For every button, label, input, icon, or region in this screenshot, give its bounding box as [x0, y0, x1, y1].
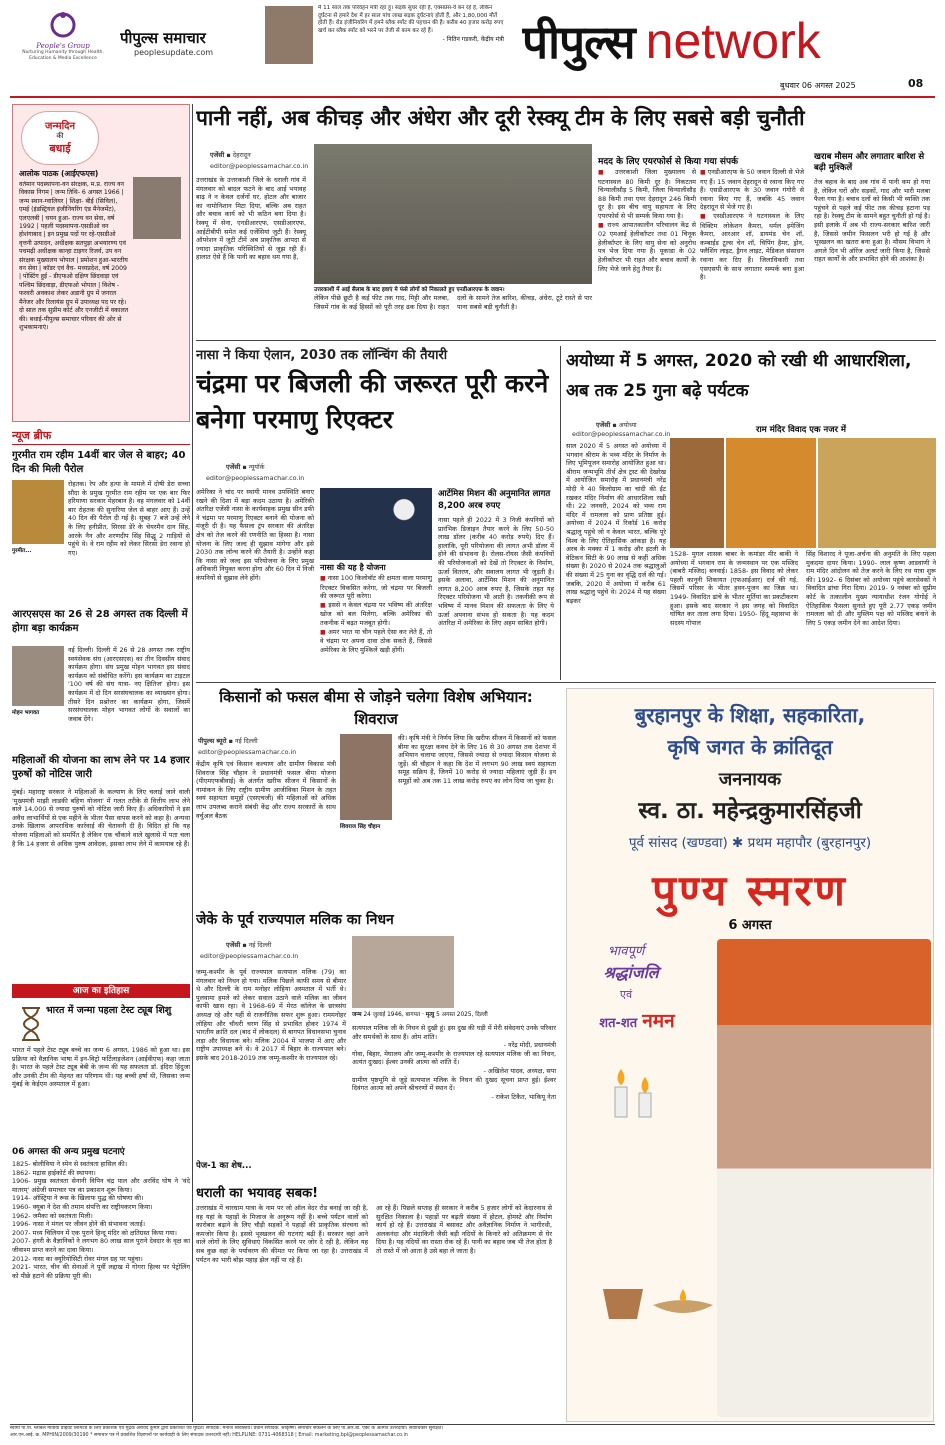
- nasa-story: [196, 346, 556, 680]
- ad-tribute-5: नमन: [642, 1010, 675, 1032]
- obit-byline: [226, 940, 271, 949]
- brief-item-2-caption: मोहन भागवत: [12, 710, 40, 716]
- pin-icon: ▪: [228, 737, 233, 745]
- footer: [10, 1426, 935, 1444]
- quote-author: - नरेंद्र मोदी, प्रधानमंत्री: [503, 1041, 556, 1050]
- birthday-name: आलोक पाठक (आईएफएस): [19, 169, 99, 178]
- lead-email: editor@peoplessamachar.co.in: [210, 162, 309, 170]
- brief-item-2-body: नई दिल्ली। दिल्ली में 26 से 28 अगस्त तक राष्ट्रीय स्वयंसेवक संघ (आरएसएस) का तीन दिवसीय संवाद कार्यक्रम होगा। संघ प्रमुख मोहन भागवत इस संवाद कार्यक्रम को संबोधित करेंगे। इस कार्यक्रम का टाइटल '100 वर्ष की संघ यात्रा- नए क्षितिज' होगा। इस कार्यक्रम में दो दिन सरसंघचालक का व्याख्यान होगा। तीसरे दिन प्रश्नोत्तर का कार्यक्रम होगा, जिसमें सरसंघचालक मोहन भागवत लोगों के सवालों का जवाब देंगे।: [68, 646, 190, 723]
- lead-side-head: मदद के लिए एयरफोर्स से किया गया संपर्क: [598, 157, 739, 167]
- news-brief-title: न्यूज ब्रीफ: [12, 428, 190, 445]
- side-bullet: ■ उत्तरकाशी जिला मुख्यालय से घटनास्थल 80 किमी दूर है। निकटतम चिन्यालीसौड़ 5 किमी, जिला चिन्यालीसौड़ 88 किमी तथा एयर देहरादून 246 किमी दूर है। इस बीच वायु सहायता के लिए एयरफोर्स से भी सम्पर्क किया गया है।: [598, 168, 696, 221]
- bhagwat-photo: [12, 646, 64, 706]
- obituary-story: [196, 910, 556, 1158]
- farmers-body: केंद्रीय कृषि एवं किसान कल्याण और ग्रामीण विकास मंत्री शिवराज सिंह चौहान ने प्रधानमंत्री फसल बीमा योजना (पीएमएफबीवाई) के अंतर्गत खरीफ सीजन में किसानों के नामांकन के लिए राष्ट्रीय ग्रामीण आजीविका मिशन के तहत स्वयं सहायता समूहों (एसएचजी) की महिलाओं को अधिक लाभ उपलब्ध कराने संबंधी केंद्र और राज्य सरकारों के साथ वर्चुअल बैठक: [196, 760, 336, 820]
- brief-item-3-body: मुंबई। महाराष्ट्र सरकार ने महिलाओं के कल्याण के लिए चलाई जाने वाली 'मुख्यमंत्री माझी लाडकी बहिण योजना' में गलत तरीके से वित्तीय लाभ लेने वाले 14,000 से ज्यादा पुरुषों को नोटिस जारी किए हैं। अधिकारियों ने इस अवैध लाभार्थियों से एक महीने के भीतर पैसा वापस करने को कहा है। अन्यथा उनके खिलाफ आपराधिक कार्रवाई की चेतावनी दी है। विदित हो कि यह योजना महिलाओं को समर्पित है लेकिन एक चौंकाने वाले खुलासे में पता चला है कि 14 हजार से अधिक पुरुष आवेदक, इसका लाभ लेने में कामयाब रहे हैं।: [12, 788, 190, 848]
- born-label: जन्म: [352, 1012, 362, 1018]
- mahendra-kumar-portrait: [717, 939, 931, 1417]
- quote-text: मैं 11 साल तक परिवहन मंत्री रहा हूं। सड़कें सुधर रही हैं, एक्सप्रेस-वे बन रहे हैं, लेकिन दुर्घटना से हमारे देश में हर साल पांच लाख सड़क दुर्घटनाएं होती हैं, और 1,80,000 मौतें होती हैं। रोड इंजीनियरिंग में हमने ब्लैक स्पॉट की पहचान की है। करीब 40 हजार करोड़ रुपए खर्च कर ब्लैक स्पॉट को भरने पर तेजी से काम कर रहे हैं।: [318, 5, 504, 34]
- quote-author: - अखिलेश यादव, अध्यक्ष, सपा: [483, 1066, 556, 1075]
- paper-name: पीपुल्स समाचार: [120, 29, 206, 47]
- nasa-headline: चंद्रमा पर बिजली की जरूरत पूरी करने बनेगा परमाणु रिएक्टर: [196, 369, 549, 434]
- farmers-story: [196, 686, 556, 908]
- artemis-head: आर्टेमिस मिशन की अनुमानित लागत 8,200 अरब रुपए: [438, 489, 551, 511]
- history-list: [12, 1160, 190, 1420]
- paper-logo: [120, 28, 260, 68]
- lead-caption: उत्तरकाशी में आई सैलाब के बाद हवाएं मे फंसे लोगों को निकालते हुए एनडीआरएफ के जवान।: [314, 287, 505, 293]
- nasa-body: अमेरिका ने चांद पर स्थायी मानव उपस्थिति बनाए रखने की दिशा में बड़ा कदम उठाया है। अमेरिकी अंतरिक्ष एजेंसी नासा के कार्यवाहक प्रमुख सीन डफी ने चंद्रमा पर परमाणु रिएक्टर बनाने की योजना को मंजूरी दी है। यह फैसला ट्रंप सरकार की अंतरिक्ष क्षेत्र को तेज करने की रणनीति का हिस्सा है। नासा योजना के लिए जल्द ही सुझाव मांगेगा और इसे 2030 तक लॉन्च करने की तैयारी है। उन्होंने कहा कि नासा को जल्द इस परियोजना के लिए प्रमुख अधिकारी नियुक्त करना होगा और 60 दिन में निजी कंपनियों से सुझाव लेने होंगे।: [196, 488, 314, 582]
- brief-item-3-head: महिलाओं की योजना का लाभ लेने पर 14 हजार पुरुषों को नोटिस जारी: [12, 755, 190, 780]
- history-event: 1862- मद्रास हाईकोर्ट की स्थापना।: [12, 1168, 96, 1177]
- quote-author: - नितिन गडकरी, केंद्रीय मंत्री: [442, 36, 504, 44]
- news-brief: [12, 428, 190, 983]
- nasa-kicker: नासा ने किया ऐलान, 2030 तक लॉन्चिंग की तैयारी: [196, 348, 448, 363]
- lead-headline: पानी नहीं, अब कीचड़ और अंधेरा और दूरी रेस्क्यू टीम के लिए सबसे बड़ी चुनौती: [196, 106, 805, 130]
- ad-tribute-1: भावपूर्ण: [607, 944, 645, 959]
- footer-line-2: आर.एन.आई. क्र. MPHIN/2009/30190 * समाचार पत्र में प्रकाशित विज्ञापनों पर कार्यवाही के लिए संपादक उत्तरदायी नहीं। HELPLINE: 0731-4068318 | Email: marketing.bpl@peoplessamachar.co.in: [10, 1432, 408, 1438]
- farmers-byline: [198, 736, 258, 745]
- farmers-agency: पीपुल्स ब्यूरो: [198, 737, 227, 745]
- group-tagline: Nurturing Humanity through Health, Education & Media Excellence: [22, 50, 104, 61]
- weather-head: खराब मौसम और लगातार बारिश से बढ़ी मुश्किलें: [814, 152, 925, 173]
- ayodhya-city: अयोध्या: [618, 421, 637, 429]
- dharali-col-1: उत्तराखंड में चारधाम यात्रा के नाम पर जो ऑल वेदर रोड बनाई जा रही है, वह यहां के पहाड़ों के मिजाज के अनुरूप नहीं है। बच्चे पर्यटन वालों को कारोबार बढ़ाने के लिए चौड़ी सड़कों ने पहाड़ों की प्राकृतिक संरचना को कमजोर किया है। इससे भूस्खलन की घटनाएं बढ़ी हैं। सरकार वहां आने वाले लोगों के लिए सुविधाएं विकसित करने पर जोर दे रही है, लेकिन यह सब कुछ वहां के पर्यावरण की कीमत पर किया जा रहा है। उत्तराखंड में पर्यटन का भारी बोझ पहाड़ झेल नहीं पा रहे हैं।: [196, 1204, 368, 1264]
- artemis-body: नासा पहले ही 2022 में 3 निजी कंपनियों को प्रारंभिक डिजाइन तैयार करने के लिए 50-50 लाख डॉलर (करीब 40 करोड़ रुपये) दिए हैं। हालांकि, पूरी परियोजना की लागत अभी डॉलर में होने की संभावना है। रोलस-रॉयस जैसी कंपनियों की परियोजनाओं को देखें तो रिएक्टर के निर्माण, ऊर्जा वितरण, और सवालय लागत भी जुड़ती है। इसके अलावा, आर्टेमिस मिशन की अनुमानित लागत 8,200 अरब रुपए है, जिसके तहत यह रिएक्टर परियोजना भी आती है। तकनीकी रूप से भविष्य में मानव मिशन की सफलता के लिए ये ऊर्जा अपनाना संभव हो सकता है। यह कदम अंतरिक्ष में अमेरिका के लिए अहम साबित होगी।: [438, 516, 554, 628]
- timeline-left: 1528- मुगल शासक बाबर के कमांडर मीर बाकी ने अयोध्या में भगवान राम के जन्मस्थान पर एक मस्जिद (बाबरी मस्जिद) बनवाई। 1858- इस विवाद को लेकर पहली कानूनी शिकायत (एफआईआर) दर्ज की गई, जिसमें परिसर के भीतर हवन-पूजन का जिक्र था। 1949- विवादित ढांचे के भीतर मूर्तियां का प्रकटीकरण हुआ। इसके बाद सरकार ने इस जगह को विवादित घोषित कर ताला लगा दिया। 1950- हिंदू महासभा के सदस्य गोपाल: [670, 550, 798, 627]
- nasa-box-points: [320, 574, 432, 678]
- lead-story: [196, 104, 936, 340]
- candle-icon: [597, 1061, 677, 1125]
- weather-body: तेज बहाव के बाद अब गांव में पानी कम हो गया है, लेकिन घरों और सड़कों, गाद और भारी मलबा फैला गया है। बचाव दलों को किसी भी व्यक्ति तक पहुंचने से पहले कई फीट तक कीचड़ हटाना पड़ रहा है। रेस्क्यू टीम के सामने बहुत चुनौती हो गई है। इसी इलाके में अब भी राज्य-सरकार बारिश जारी है, जिससे जमीन फिसलन भरी हो गई है और भूस्खलन का खतरा बना हुआ है। मौसम विभाग ने अगले दिन भी ऑरेंज अलर्ट जारी किया है, जिससे राहत कार्यों के और प्रभावित होने की आशंका है।: [814, 178, 930, 264]
- history-body: भारत में पहले टेस्ट ट्यूब बच्चे का जन्म 6 अगस्त, 1986 को हुआ था। इस प्रक्रिया को वैज्ञानिक भाषा में इन-विट्रो फर्टिलाइजेशन (आईवीएफ) कहा जाता है। भारत के पहले टेस्ट ट्यूब बेबी के जन्म की यह सफलता डॉ. इंदिरा हिंदुजा और उनकी टीम की मेहनत का परिणाम थी। यह बच्ची हर्षा थी, जिसका जन्म मुंबई के केईएम अस्पताल में हुआ।: [12, 1046, 190, 1089]
- history-head: भारत में जन्मा पहला टेस्ट ट्यूब शिशु: [46, 1005, 172, 1016]
- diya-icon: [583, 1249, 723, 1333]
- history-title: आज का इतिहास: [12, 984, 190, 998]
- ad-tribute-2: श्रद्धांजलि: [603, 963, 659, 982]
- farmers-body-2: की। कृषि मंत्री ने निर्णय लिया कि खरीफ सीजन में किसानों को फसल बीमा का सुरक्षा कवच देने के लिए 16 से 30 अगस्त तक देशभर में अभियान चलाया जाएगा, जिससे ज्यादा से ज्यादा किसान योजना से जुड़ें। श्री चौहान ने कहा कि देश में लगभग 90 लाख स्वयं सहायता समूह सक्रिय हैं, जिनमें 10 करोड़ से ज्यादा महिलाएं जुड़ी हैं। इन समूहों को अब तक 11 लाख करोड़ रुपए का लोन दिया जा चुका है।: [398, 734, 556, 785]
- brand-block: [522, 10, 934, 80]
- ayodhya-agency: एजेंसी: [596, 421, 611, 429]
- ayodhya-email: editor@peoplessamachar.co.in: [572, 430, 671, 438]
- ad-tribute-line: [567, 1007, 707, 1033]
- dharali-col-2: आ रहे हैं। पिछले सप्ताह ही सरकार ने करीब 5 हजार लोगों को केदारनाथ से सुरक्षित निकाला है। पहाड़ों पर बढ़ती संख्या में होटल, होमस्टे और निर्माण कार्य हो रहे हैं। उत्तराखंड में बसावट और अवैज्ञानिक निर्माण ने भागीरथी, अलकनंदा और मंदाकिनी जैसी बड़ी नदियों के किनारे को अतिक्रमण से घेर दिया है। यह नदियों का रास्ता रोक रहे हैं। पानी का बहाव जब भी तेज होता है तो रास्ते में जो आता है उसे बहा ले जाता है।: [376, 1204, 552, 1255]
- farmers-caption: शिवराज सिंह चौहान: [340, 824, 381, 830]
- date-bar: [780, 80, 920, 94]
- badge-line-1: जन्मदिन: [44, 121, 76, 132]
- footer-line-1: स्वामी पी.पी. ग्लोबल मीडिया प्राइवेट लिमिटेड के लिए प्रकाशक एवं मुद्रक अरविंद कुमार द्वारा प्रकाशित एवं मुद्रित। संपादक: मनोज श्रीवास्तव। प्रधान संपादक: श्रीकृष्ण। समाचार संकलन के लिए पी.आर.बी. एक्ट के अंतर्गत उत्तरदायी। सर्वाधिकार सुरक्षित।: [10, 1426, 444, 1431]
- lead-body: उत्तराखंड के उत्तरकाशी जिले के धराली गांव में मंगलवार को बादल फटने के बाद आई भयावह बाढ़ ने न केवल दर्जनों घर, होटल और बाजार का नामोनिशान मिटा दिया, बल्कि अब राहत और बचाव कार्य को भी कठिन बना दिया है। रेस्क्यू में सेना, एनडीआरएफ, एसडीआरएफ, आईटीबीपी समेत कई एजेंसियां जुटी हैं। रेस्क्यू ऑपरेशन में जुटी टीमें अब प्राकृतिक आपदा से ज्यादा प्राकृतिक परिस्थितियों से जूझ रही हैं। हालात ऐसे हैं कि पानी का बहाव थम गया है,: [196, 176, 306, 262]
- ad-roles: पूर्व सांसद (खण्डवा) ✱ प्रथम महापौर (बुरहानपुर): [628, 835, 872, 851]
- ad-date: 6 अगस्त: [728, 918, 772, 933]
- birthday-text: वर्तमान पदस्थापना-वन संरक्षक, म.प्र. राज्य वन विकास निगम | जन्म तिथि- 6 अगस्त 1966 | जन्म स्थान-ग्वालियर | शिक्षा- बीई (सिविल), एमई (इंडस्ट्रियल इंजीनियरिंग एंड मैनेजमेंट), एलएलबी | चयन हुआ- राज्य वन सेवा, वर्ष 1992 | पहली पदस्थापना-एसडीओ वन होशंगाबाद | इन प्रमुख पदों पर रहे-एसडीओ वृत्तनी उत्पादन, अधीक्षक सतपुड़ा अभयारण्य एवं पचमढ़ी अधीक्षक कान्हा टाइगर रिजर्व, उप वन संरक्षक मुख्यालय भोपाल | प्रमोशन हुआ-भारतीय वन सेवा | कॉडर एवं वैच- मध्यप्रदेश, वर्ष 2009 | पोस्टिंग हुई - डीएफओ दक्षिण छिंदवाड़ा एवं पश्चिम छिंदवाड़ा, डीएफओ भोपाल | विशेष - फरवरी अवकाश लेकर अडानी ग्रुप में जनरल मैनेजर और रिलायंस ग्रुप में उपाध्यक्ष पद पर रहे। दो साल तक सुप्रीम कोर्ट और एनजीटी में वकालत की। बधाई-पीपुल्स समाचार परिवार की ओर से शुभकामनाएं।: [19, 181, 129, 331]
- reactor-photo: [320, 488, 432, 560]
- masthead: [0, 0, 945, 100]
- ayodhya-photo-3: [818, 438, 936, 548]
- ayodhya-body: साल 2020 में 5 अगस्त को अयोध्या में भगवान श्रीराम के भव्य मंदिर के निर्माण के लिए भूमिपूजन समारोह आयोजित हुआ था। श्रीराम जन्मभूमि तीर्थ क्षेत्र ट्रस्ट की देखरेख में आयोजित समारोह में प्रधानमंत्री नरेंद्र मोदी ने 40 किलोग्राम का चांदी की ईंट रखकर मंदिर निर्माण की आधारशिला रखी थी। 22 जनवरी, 2024 को भव्य राम मंदिर में रामलला को प्राण प्रतिष्ठा हुई। अयोध्या में 2024 में रिकॉर्ड 16 करोड़ श्रद्धालु पहुंचे जो न केवल भारत, बल्कि पूरे विश्व के लिए ऐतिहासिक आंकड़ा है। यह अरब के मक्का में 1 करोड़ और इटली के वेटिकन सिटी के 90 लाख से कहीं अधिक संख्या है। 2020 से 2024 तक श्रद्धालुओं की संख्या में 25 गुना का वृद्धि दर्ज की गई। जबकि, 2020 में अयोध्या में करीब 61 लाख श्रद्धालु पहुंचे थे। 2024 में यह संख्या बढ़कर: [566, 442, 666, 605]
- ad-tribute-4: शत-शत: [599, 1016, 638, 1031]
- group-name: People's Group: [36, 42, 90, 50]
- lead-photo: [314, 144, 592, 284]
- farmers-city: नई दिल्ली: [234, 737, 258, 745]
- nasa-byline: [226, 462, 265, 471]
- ram-rahim-photo: [12, 480, 64, 544]
- nasa-agency: एजेंसी: [226, 463, 241, 471]
- brief-item-1-head: गुरमीत राम रहीम 14वीं बार जेल से बाहर; 40 दिन की मिली पैरोल: [12, 450, 186, 475]
- dharali-story: [196, 1160, 556, 1422]
- side-bullet: ■ एसडीआरएफ ने घटनास्थल के लिए विक्टिम लोकेशन कैमरा, थर्मल इमेजिंग कैमरा, आरआर शॉ, डायमंड चेन शॉ, कम्बाईड टूल्स चेन शॉ, चिपिंग हैमर, ड्रोन, फ्लैशिंग लाइट, ड्रैगन लाइट, मेडिकल संसाधन रवाना कर दिए हैं। जिलाधिकारी तथा एसएसपी के साथ लगातार सम्पर्क बना हुआ है।: [700, 212, 804, 282]
- history-event: 1914- ऑस्ट्रिया ने रूस के खिलाफ युद्ध की घोषणा की।: [12, 1194, 144, 1203]
- obit-dates: जन्म 24 जुलाई 1946, बागपत · मृत्यु 5 अगस्त 2025, दिल्ली: [352, 1012, 488, 1018]
- malik-photo: [352, 936, 454, 1008]
- quote-box: [318, 5, 504, 69]
- history-event: 2021- भारत, चीन की सेनाओं ने पूर्वी लद्दाख में गोगरा हिल्स पर पेट्रोलिंग को पीछे हटाने की प्रक्रिया पूरी की।: [12, 1263, 190, 1280]
- farmers-headline: किसानों को फसल बीमा से जोड़ने चलेगा विशेष अभियान: शिवराज: [219, 688, 533, 728]
- obit-email: editor@peoplessamachar.co.in: [200, 952, 299, 960]
- history-event: 2007- हंगरी के वैज्ञानिकों ने लगभग 80 लाख साल पुराने देवदार के वृक्ष का जीवाश्म प्राप्त करने का दावा किया।: [12, 1237, 190, 1254]
- quote-text: सत्यपाल मलिक जी के निधन से दुखी हूं। इस दुख की घड़ी में मेरी संवेदनाएं उनके परिवार और समर्थकों के साथ हैं। ओम शांति।: [352, 1024, 556, 1041]
- lead-side-col-2: [700, 168, 804, 338]
- ayodhya-photo-2: [726, 438, 816, 548]
- lead-body-2: लेकिन पीछे छूटी है कई फीट तक गाद, मिट्टी और मलबा, जिसमें गांव के कई हिस्सों को पूरी तरह ढक दिया है। राहत दलों के सामने तेज बारिश, कीचड़, अंधेरा, टूटे रास्ते से पार पाना सबसे बड़ी चुनौती है।: [314, 294, 592, 311]
- obit-city: नई दिल्ली: [248, 941, 272, 949]
- nasa-city: न्यूयॉर्क: [248, 463, 265, 471]
- birthday-photo: [133, 177, 181, 239]
- brand-english: network: [645, 13, 821, 69]
- history-event: 1962- जमैका को स्वतंत्रता मिली।: [12, 1211, 93, 1220]
- brand-hindi: पीपुल्स: [522, 15, 635, 69]
- pin-icon: ▪: [612, 421, 617, 429]
- brief-item-2-head: आरएसएस का 26 से 28 अगस्त तक दिल्ली में होगा बड़ा कार्यक्रम: [12, 609, 188, 634]
- ad-name: स्व. ठा. महेन्द्रकुमारसिंहजी: [638, 798, 862, 824]
- ad-tribute-3: एवं: [619, 988, 633, 1001]
- issue-date: बुधवार 06 अगस्त 2025: [780, 81, 856, 90]
- obit-headline: जेके के पूर्व राज्यपाल मलिक का निधन: [196, 912, 394, 928]
- nasa-point: ■ इससे न केवल चंद्रमा पर भविष्य की अंतरिक्ष खोज को बल मिलेगा, बल्कि अमेरिका की तकनीक में बढ़त मजबूत होगी।: [320, 601, 432, 628]
- lead-agency: एजेंसी: [210, 151, 225, 159]
- ad-line-2: कृषि जगत के क्रांतिदूत: [667, 735, 833, 759]
- obit-body: जम्मू-कश्मीर के पूर्व राज्यपाल सत्यपाल मलिक (79) का मंगलवार को निधन हो गया। मलिक पिछले काफी समय से बीमार थे और दिल्ली के राम मनोहर लोहिया अस्पताल में भर्ती थे। पुलवामा हमले को लेकर सवाल उठाने वाले मलिक का जीवन काफी खास रहा। वे 1968-69 में मेरठ कॉलेज के छात्रसंघ अध्यक्ष रहे और यहीं से राजनीतिक सफर शुरू हुआ। राममनोहर लोहिया और चौधरी चरण सिंह से प्रभावित होकर 1974 में भारतीय क्रांति दल (बाद में लोकदल) से बागपत विधानसभा चुनाव लड़ा और विधायक बने। मलिक 2004 में भाजपा में आए और राष्ट्रीय उपाध्यक्ष बने थे। वे 2017 में बिहार के राज्यपाल बने। इसके बाद 2018-2019 तक जम्मू-कश्मीर के राज्यपाल रहे।: [196, 968, 346, 1062]
- peoples-group-logo: [22, 12, 104, 84]
- nasa-box-title: नासा की यह है योजना: [320, 563, 386, 572]
- ad-line-1: बुरहानपुर के शिक्षा, सहकारिता,: [634, 703, 866, 727]
- shivraj-photo: [340, 734, 392, 820]
- history-event: 2007- मध्य चिलियन में एक पुराने हिन्दू मंदिर को क्षतिग्रस्त किया गया।: [12, 1228, 177, 1237]
- side-bullet: ■ राज्य आपातकालीन परिचालन केंद्र से 02 एमआई हेलीकॉप्टर तथा 01 चिनूक हेलीकॉप्टर के लिए वायु सेना को अनुरोध पत्र भेज दिया गया है। यूकाडा के 02 हेलीकॉप्टर भी राहत और बचाव कार्यों के लिए भेजे जाने हेतु तैयार हैं।: [598, 221, 696, 274]
- dharali-headline: धराली का भयावह सबक!: [196, 1186, 319, 1201]
- history-event: 1906- प्रमुख स्वतंत्रता सेनानी विपिन चंद्र पाल और अरविंद घोष ने 'वंदे मातरम्' अंग्रेजी समाचार पत्र का प्रकाशन शुरू किया।: [12, 1177, 190, 1194]
- brief-item-1-body: रोहतक। रेप और हत्या के मामले में दोषी डेरा सच्चा सौदा के प्रमुख गुरमीत राम रहीम पर एक बार फिर हरियाणा सरकार मेहरबान है। वह मंगलवार को 14वीं बार रोहतक की सुनारिया जेल से बाहर आए हैं। उन्हें 40 दिन की पैरोल दी गई है। सुबह 7 बजे उन्हें लेने के लिए हनीप्रीत, सिरसा डेरे के चेयरमैन दान सिंह, आरके नैन और शरणदीप सिंह सिद्धू 2 गाड़ियों से पहुंचे थे। वे राम रहीम को लेकर सिरसा डेरा रवाना हो गए।: [68, 480, 190, 557]
- pin-icon: ▪: [242, 941, 247, 949]
- birthday-box: [12, 104, 190, 422]
- timeline-right: सिंह विशारद ने पूजा-अर्चना की अनुमति के लिए पहला मुकदमा दायर किया। 1990- लाल कृष्ण आडवाणी ने राम मंदिर आंदोलन को तेज करने के लिए रथ यात्रा शुरू की। 1992- 6 दिसंबर को अयोध्या पहुंचे कारसेवकों ने विवादित ढांचा गिरा दिया। 2019- 9 नवंबर को सुप्रीम कोर्ट के तत्कालीन मुख्य न्यायाधीश रंजन गोगोई ने ऐतिहासिक फैसला सुनाते हुए पूरी 2.77 एकड़ जमीन रामलला को दी और मुस्लिम पक्ष को मस्जिद बनाने के लिए 5 एकड़ जमीन देने का आदेश दिया।: [806, 550, 936, 627]
- badge-line-3: बधाई: [49, 142, 71, 155]
- quote-author: - राकेश टिकैत, भाकियू नेता: [491, 1092, 556, 1101]
- obit-quotes: [352, 1024, 556, 1156]
- quote-text: ग्रामीण पृष्ठभूमि से जुड़े सत्यपाल मलिक के निधन की दुखद सूचना प्राप्त हुई। ईश्वर दिवंगत आत्मा को अपने श्रीचरणों में स्थान दें।: [352, 1075, 556, 1093]
- ad-event: पुण्य स्मरण: [652, 866, 848, 915]
- hourglass-icon: [20, 1006, 42, 1042]
- pin-icon: ▪: [226, 151, 231, 159]
- died-label: मृत्यु: [425, 1012, 435, 1018]
- brief-item-1-caption: गुरमीत...: [12, 548, 32, 554]
- tribute-ad: [566, 688, 934, 1422]
- obit-agency: एजेंसी: [226, 941, 241, 949]
- history-event: 2012- नासा का क्यूरियोसिटी रोवर मंगल ग्रह पर पहुंचा।: [12, 1254, 143, 1263]
- ayodhya-story: [566, 346, 936, 680]
- nasa-point: ■ नासा 100 किलोवॉट की क्षमता वाला परमाणु रिएक्टर विकसित करेगा, जो चंद्रमा पर बिजली की जरूरत पूरी करेगा।: [320, 574, 432, 601]
- badge-line-2: की: [56, 132, 64, 140]
- ayodhya-byline: [596, 420, 637, 429]
- gadkari-photo: [265, 6, 313, 64]
- ayodhya-headline: अयोध्या में 5 अगस्त, 2020 को रखी थी आधारशिला, अब तक 25 गुना बढ़े पर्यटक: [566, 351, 912, 401]
- side-bullet: ■ एनडीआरएफ के 50 जवान दिल्ली से भेजे गए हैं। 15 जवान देहरादून से रवाना किए गए हैं। एसडीआरएफ के 30 जवान गंगोरी से रवाना किए गए हैं, जबकि 45 जवान देहरादून से भेजे गए हैं।: [700, 168, 804, 212]
- lead-side-col-1: [598, 168, 696, 338]
- history-event: 1825- बोलीविया ने स्पेन से स्वतंत्रता हासिल की।: [12, 1160, 128, 1168]
- history-section: [12, 984, 190, 1422]
- lead-city: देहरादून: [232, 151, 251, 159]
- born-date: 24 जुलाई 1946, बागपत: [363, 1012, 421, 1018]
- pin-icon: ▪: [242, 463, 247, 471]
- website: peoplesupdate.com: [134, 48, 214, 57]
- quote-text: गोवा, बिहार, मेघालय और जम्मू-कश्मीर के राज्यपाल रहे सत्यपाल मलिक जी का निधन, अत्यंत दुःखद। ईश्वर उनकी आत्मा को शांति दें।: [352, 1049, 556, 1067]
- ayodhya-photo-1: [670, 438, 724, 548]
- farmers-email: editor@peoplessamachar.co.in: [198, 748, 297, 756]
- ayodhya-box-title: राम मंदिर विवाद एक नजर में: [756, 425, 847, 435]
- page-number: 08: [908, 77, 924, 90]
- history-list-head: 06 अगस्त की अन्य प्रमुख घटनाएं: [12, 1147, 125, 1157]
- died-date: 5 अगस्त 2025, दिल्ली: [436, 1012, 488, 1018]
- nasa-point: ■ अमर भरत या चीन पहले ऐसा कर लेते हैं, तो वे चंद्रमा पर अपना दावा ठोक सकते हैं, जिससे अमेरिका के लिए मुश्किलें खड़ी होंगी।: [320, 628, 432, 655]
- ad-line-3: जननायक: [718, 769, 782, 790]
- group-logo-icon: [48, 12, 78, 38]
- history-event: 1960- क्यूबा ने देश की तमाम संपत्ति का राष्ट्रीयकरण किया।: [12, 1202, 153, 1211]
- dharali-cont: पेज-1 का शेष...: [196, 1161, 252, 1171]
- lead-byline: [210, 150, 251, 159]
- birthday-badge: [21, 111, 99, 165]
- history-event: 1996- नासा ने मंगल पर जीवन होने की संभावना जताई।: [12, 1220, 146, 1229]
- nasa-email: editor@peoplessamachar.co.in: [206, 474, 305, 482]
